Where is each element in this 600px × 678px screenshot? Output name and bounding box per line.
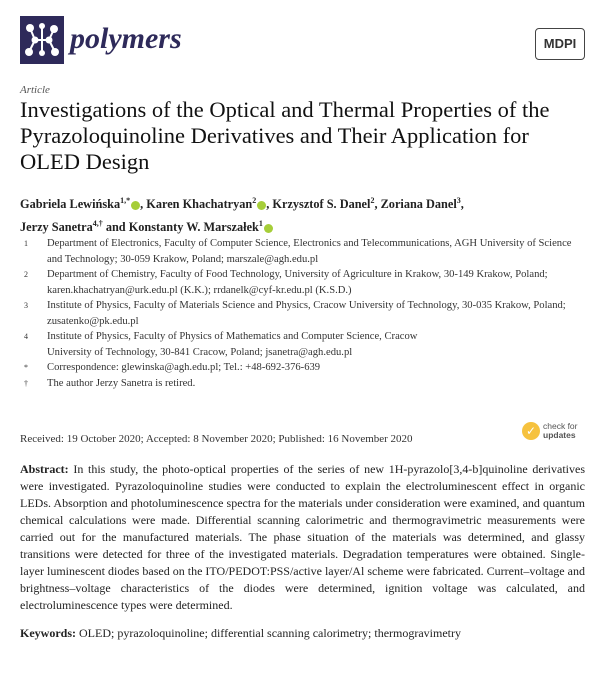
- author-sup: 2: [252, 196, 257, 205]
- article-type: Article: [20, 84, 50, 96]
- affiliation-text: The author Jerzy Sanetra is retired.: [47, 377, 196, 389]
- checkmark-icon: ✓: [522, 422, 540, 440]
- affiliation-number: 2: [24, 270, 28, 279]
- polymers-logo-icon: [20, 16, 64, 64]
- affiliation-number: 4: [24, 332, 28, 341]
- affiliation-text: Department of Electronics, Faculty of Computer Science, Electronics and Telecommunications, AGH University of Science and Technology; 30-059 Krakow, Poland; marszale@agh.edu.pl: [47, 238, 572, 265]
- paper-title: Investigations of the Optical and Thermal Properties of the Pyrazoloquinoline Derivatives and Their Application for OLED Design: [20, 97, 550, 174]
- author[interactable]: Zoriana Danel: [380, 197, 457, 212]
- keywords-label: Keywords:: [20, 626, 76, 640]
- author-sup: 2: [370, 196, 375, 205]
- author[interactable]: Karen Khachatryan: [146, 197, 253, 212]
- abstract-label: Abstract:: [20, 462, 69, 476]
- affiliation-text: Institute of Physics, Faculty of Materials Science and Physics, Cracow University of Technology, 30-035 Krakow, Poland; zusatenko@pk.edu.pl: [47, 300, 566, 327]
- check-for-updates-button[interactable]: [522, 422, 578, 440]
- affiliation-number: †: [24, 378, 28, 388]
- affiliation-text: Department of Chemistry, Faculty of Food Technology, University of Agriculture in Krakow, 30-149 Krakow, Poland; karen.khachatryan@urk.edu.pl (K.K.); rrdanelk@cyf-kr.edu.pl (K.S.D.): [47, 269, 548, 296]
- affiliation-number: 3: [24, 301, 28, 310]
- abstract: [20, 461, 585, 614]
- affiliation: [24, 236, 584, 267]
- keywords: [20, 626, 585, 641]
- orcid-icon[interactable]: [264, 224, 273, 233]
- publication-dates: Received: 19 October 2020; Accepted: 8 November 2020; Published: 16 November 2020: [20, 433, 413, 445]
- mdpi-logo: MDPI: [535, 28, 585, 60]
- affiliation: [24, 329, 454, 360]
- author[interactable]: Konstanty W. Marszałek: [128, 220, 259, 235]
- affiliation-text: Institute of Physics, Faculty of Physics of Mathematics and Computer Science, Cracow University of Technology, 30-841 Cracow, Poland; jsanetra@agh.edu.pl: [47, 331, 418, 358]
- check-updates-line1: check for: [543, 421, 578, 431]
- author-sup: 4,†: [92, 219, 103, 229]
- author-sup: 1,*: [120, 196, 131, 205]
- author-sup: 3: [456, 196, 461, 205]
- journal-name: polymers: [70, 22, 182, 55]
- author-sup: 1: [258, 219, 263, 229]
- keywords-text: OLED; pyrazoloquinoline; differential scanning calorimetry; thermogravimetry: [79, 626, 461, 640]
- author-note: [24, 376, 584, 392]
- affiliation-number: *: [24, 363, 28, 372]
- correspondence: [24, 360, 584, 376]
- author[interactable]: Gabriela Lewińska: [20, 197, 121, 212]
- orcid-icon[interactable]: [257, 201, 266, 210]
- abstract-text: In this study, the photo-optical properties of the series of new 1H-pyrazolo[3,4-b]quinoline derivatives were investigated. Pyrazoloquinoline studies were conducted to explain the electroluminescent effect in organic LEDs. Absorption and photoluminescence spectra for the materials under consideration were examined, and quantum chemical calculations were made. Differential scanning calorimetric and thermogravimetric measurements were carried out for the manufactured materials. The phase situation of the materials was determined, and glassy transitions were detected for three of the investigated materials. Degradation temperatures were obtained. Single-layer luminescent diodes based on the ITO/PEDOT:PSS/active layer/Al scheme were fabricated. Current–voltage and brightness–voltage characteristics of the diodes were determined, ignition voltage was calculated, and electroluminescence types were determined.: [20, 462, 586, 612]
- author-list: Gabriela Lewińska$^{1,*}$ , Karen Khachatryan$^2$ , Krzysztof S. Danel$^2$, Zoriana Danel$^3$, Jerzy Sanetra$^{4,\dagger}$ and Konstanty W. Marszałek$^1$: [20, 196, 464, 235]
- orcid-icon[interactable]: [131, 201, 140, 210]
- author[interactable]: Krzysztof S. Danel: [272, 197, 371, 212]
- affiliations: [24, 236, 584, 391]
- author[interactable]: Jerzy Sanetra: [20, 220, 93, 235]
- check-updates-line2: updates: [543, 430, 576, 440]
- affiliation-number: 1: [24, 239, 28, 248]
- affiliation-text: Correspondence: glewinska@agh.edu.pl; Tel.: +48-692-376-639: [47, 362, 321, 373]
- affiliation: [24, 298, 584, 329]
- author-conjunction: and: [105, 220, 126, 235]
- affiliation: [24, 267, 584, 298]
